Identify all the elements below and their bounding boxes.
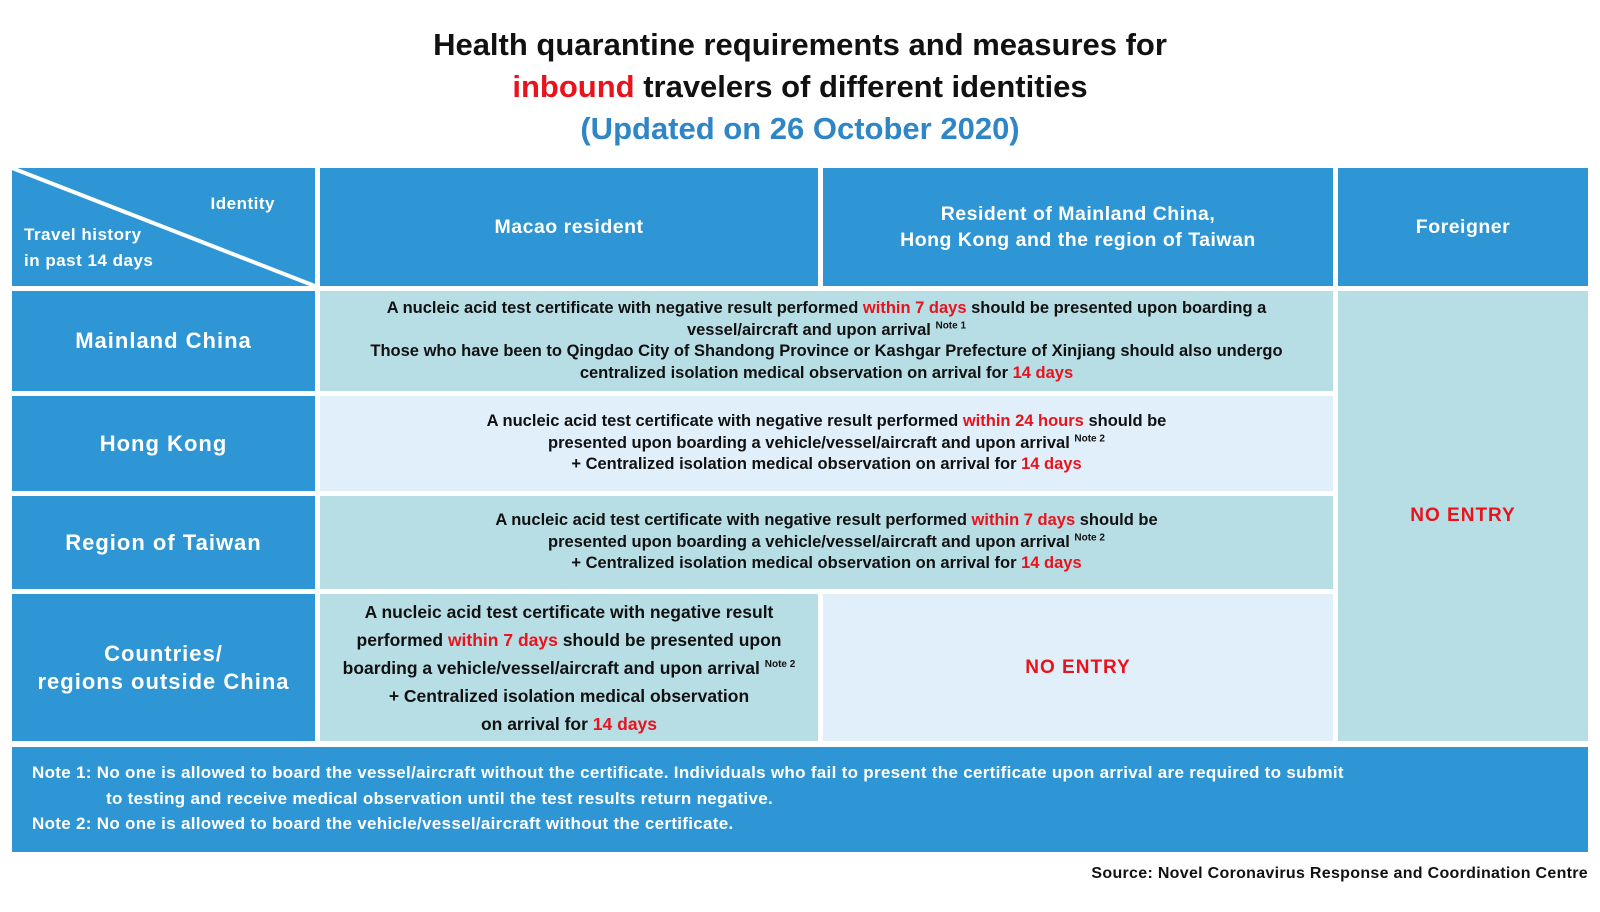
highlight-within-24-hours: within 24 hours <box>962 412 1084 431</box>
resident-header-text <box>900 201 1256 253</box>
text-segment: should be presented upon <box>557 629 782 650</box>
travel-history-axis-label <box>24 222 153 274</box>
requirement-text-taiwan <box>495 510 1157 575</box>
highlight-within-7-days: within 7 days <box>862 299 967 317</box>
travel-history-line-2: in past 14 days <box>24 251 154 270</box>
page-title <box>0 0 1600 150</box>
title-text-1: Health quarantine requirements and measures for <box>433 27 1167 62</box>
text-segment: A nucleic acid test certificate with negative result <box>364 601 774 622</box>
text-segment: should be <box>1075 511 1158 530</box>
highlight-within-7-days: within 7 days <box>447 629 558 650</box>
cell-foreigner-no-entry <box>1338 291 1588 741</box>
row-label-hong-kong: Hong Kong <box>12 396 315 491</box>
requirement-text-outside-china-macao <box>343 598 796 738</box>
text-segment: boarding a vehicle/vessel/aircraft and upon arrival <box>342 657 765 678</box>
notes-bar <box>12 747 1588 852</box>
text-segment: A nucleic acid test certificate with negative result performed <box>486 412 963 431</box>
travel-history-line-1: Travel history <box>24 225 142 244</box>
text-segment: + Centralized isolation medical observation on arrival for <box>571 554 1022 573</box>
requirement-text-hong-kong <box>487 411 1167 476</box>
highlight-14-days: 14 days <box>1021 554 1082 573</box>
source-attribution: Source: Novel Coronavirus Response and Coordination Centre <box>1091 864 1588 882</box>
text-segment: + Centralized isolation medical observation on arrival for <box>571 455 1022 474</box>
title-line-2 <box>0 66 1600 108</box>
text-segment: performed <box>356 629 448 650</box>
outside-china-label-line-2: regions outside China <box>37 668 290 694</box>
no-entry-text-resident: NO ENTRY <box>1025 656 1131 678</box>
note-1-line-2: to testing and receive medical observation until the test results return negative. <box>106 788 773 808</box>
title-highlight-inbound: inbound <box>512 69 635 104</box>
resident-header-line-2: Hong Kong and the region of Taiwan <box>900 229 1256 251</box>
identity-axis-label: Identity <box>210 194 275 213</box>
outside-china-label-line-1: Countries/ <box>104 640 223 666</box>
note-2: Note 2: No one is allowed to board the vehicle/vessel/aircraft without the certificate. <box>32 814 734 833</box>
column-header-resident-mainland-hk-taiwan <box>823 168 1333 286</box>
resident-header-line-1: Resident of Mainland China, <box>940 203 1216 225</box>
no-entry-text-foreigner: NO ENTRY <box>1410 505 1516 526</box>
text-segment: should be <box>1083 412 1167 431</box>
title-line-1 <box>0 24 1600 66</box>
row-label-region-of-taiwan: Region of Taiwan <box>12 496 315 589</box>
text-segment: A nucleic acid test certificate with negative result performed <box>386 299 863 317</box>
row-label-countries-outside-china <box>12 594 315 741</box>
title-text-2: travelers of different identities <box>634 69 1088 104</box>
corner-header-cell <box>12 168 315 286</box>
note-2-reference: Note 2 <box>764 658 796 670</box>
requirement-text-mainland-china <box>370 298 1282 384</box>
text-segment: on arrival for <box>480 713 593 734</box>
row-label-mainland-china: Mainland China <box>12 291 315 391</box>
highlight-14-days: 14 days <box>1021 455 1082 474</box>
note-2-reference: Note 2 <box>1074 433 1105 445</box>
note-2-reference: Note 2 <box>1074 532 1105 544</box>
cell-outside-china-resident-no-entry <box>823 594 1333 741</box>
text-segment: + Centralized isolation medical observation <box>388 685 750 706</box>
column-header-foreigner: Foreigner <box>1338 168 1588 286</box>
highlight-14-days: 14 days <box>1012 363 1074 382</box>
text-segment: presented upon boarding a vehicle/vessel/aircraft and upon arrival <box>548 433 1075 452</box>
highlight-within-7-days: within 7 days <box>971 511 1076 530</box>
title-updated-date: (Updated on 26 October 2020) <box>580 111 1020 146</box>
column-header-macao-resident: Macao resident <box>320 168 818 286</box>
text-segment: presented upon boarding a vehicle/vessel/aircraft and upon arrival <box>548 532 1075 551</box>
outside-china-label-text <box>37 640 289 696</box>
note-1-line-1: Note 1: No one is allowed to board the vessel/aircraft without the certificate. Individuals who fail to present the certificate upon arrival are required to submit <box>32 763 1344 782</box>
cell-outside-china-macao-requirement <box>320 594 818 741</box>
highlight-14-days: 14 days <box>592 713 658 734</box>
text-segment: centralized isolation medical observation on arrival for <box>579 363 1013 382</box>
text-segment: Those who have been to Qingdao City of Shandong Province or Kashgar Prefecture of Xinjiang should also undergo <box>370 342 1283 360</box>
text-segment: A nucleic acid test certificate with negative result performed <box>495 511 972 530</box>
text-segment: should be presented upon boarding a <box>966 299 1267 317</box>
quarantine-table <box>12 168 1588 741</box>
text-segment: vessel/aircraft and upon arrival <box>686 320 936 339</box>
note-1-reference: Note 1 <box>935 320 967 331</box>
cell-mainland-china-requirement <box>320 291 1333 391</box>
cell-taiwan-requirement <box>320 496 1333 589</box>
cell-hong-kong-requirement <box>320 396 1333 491</box>
